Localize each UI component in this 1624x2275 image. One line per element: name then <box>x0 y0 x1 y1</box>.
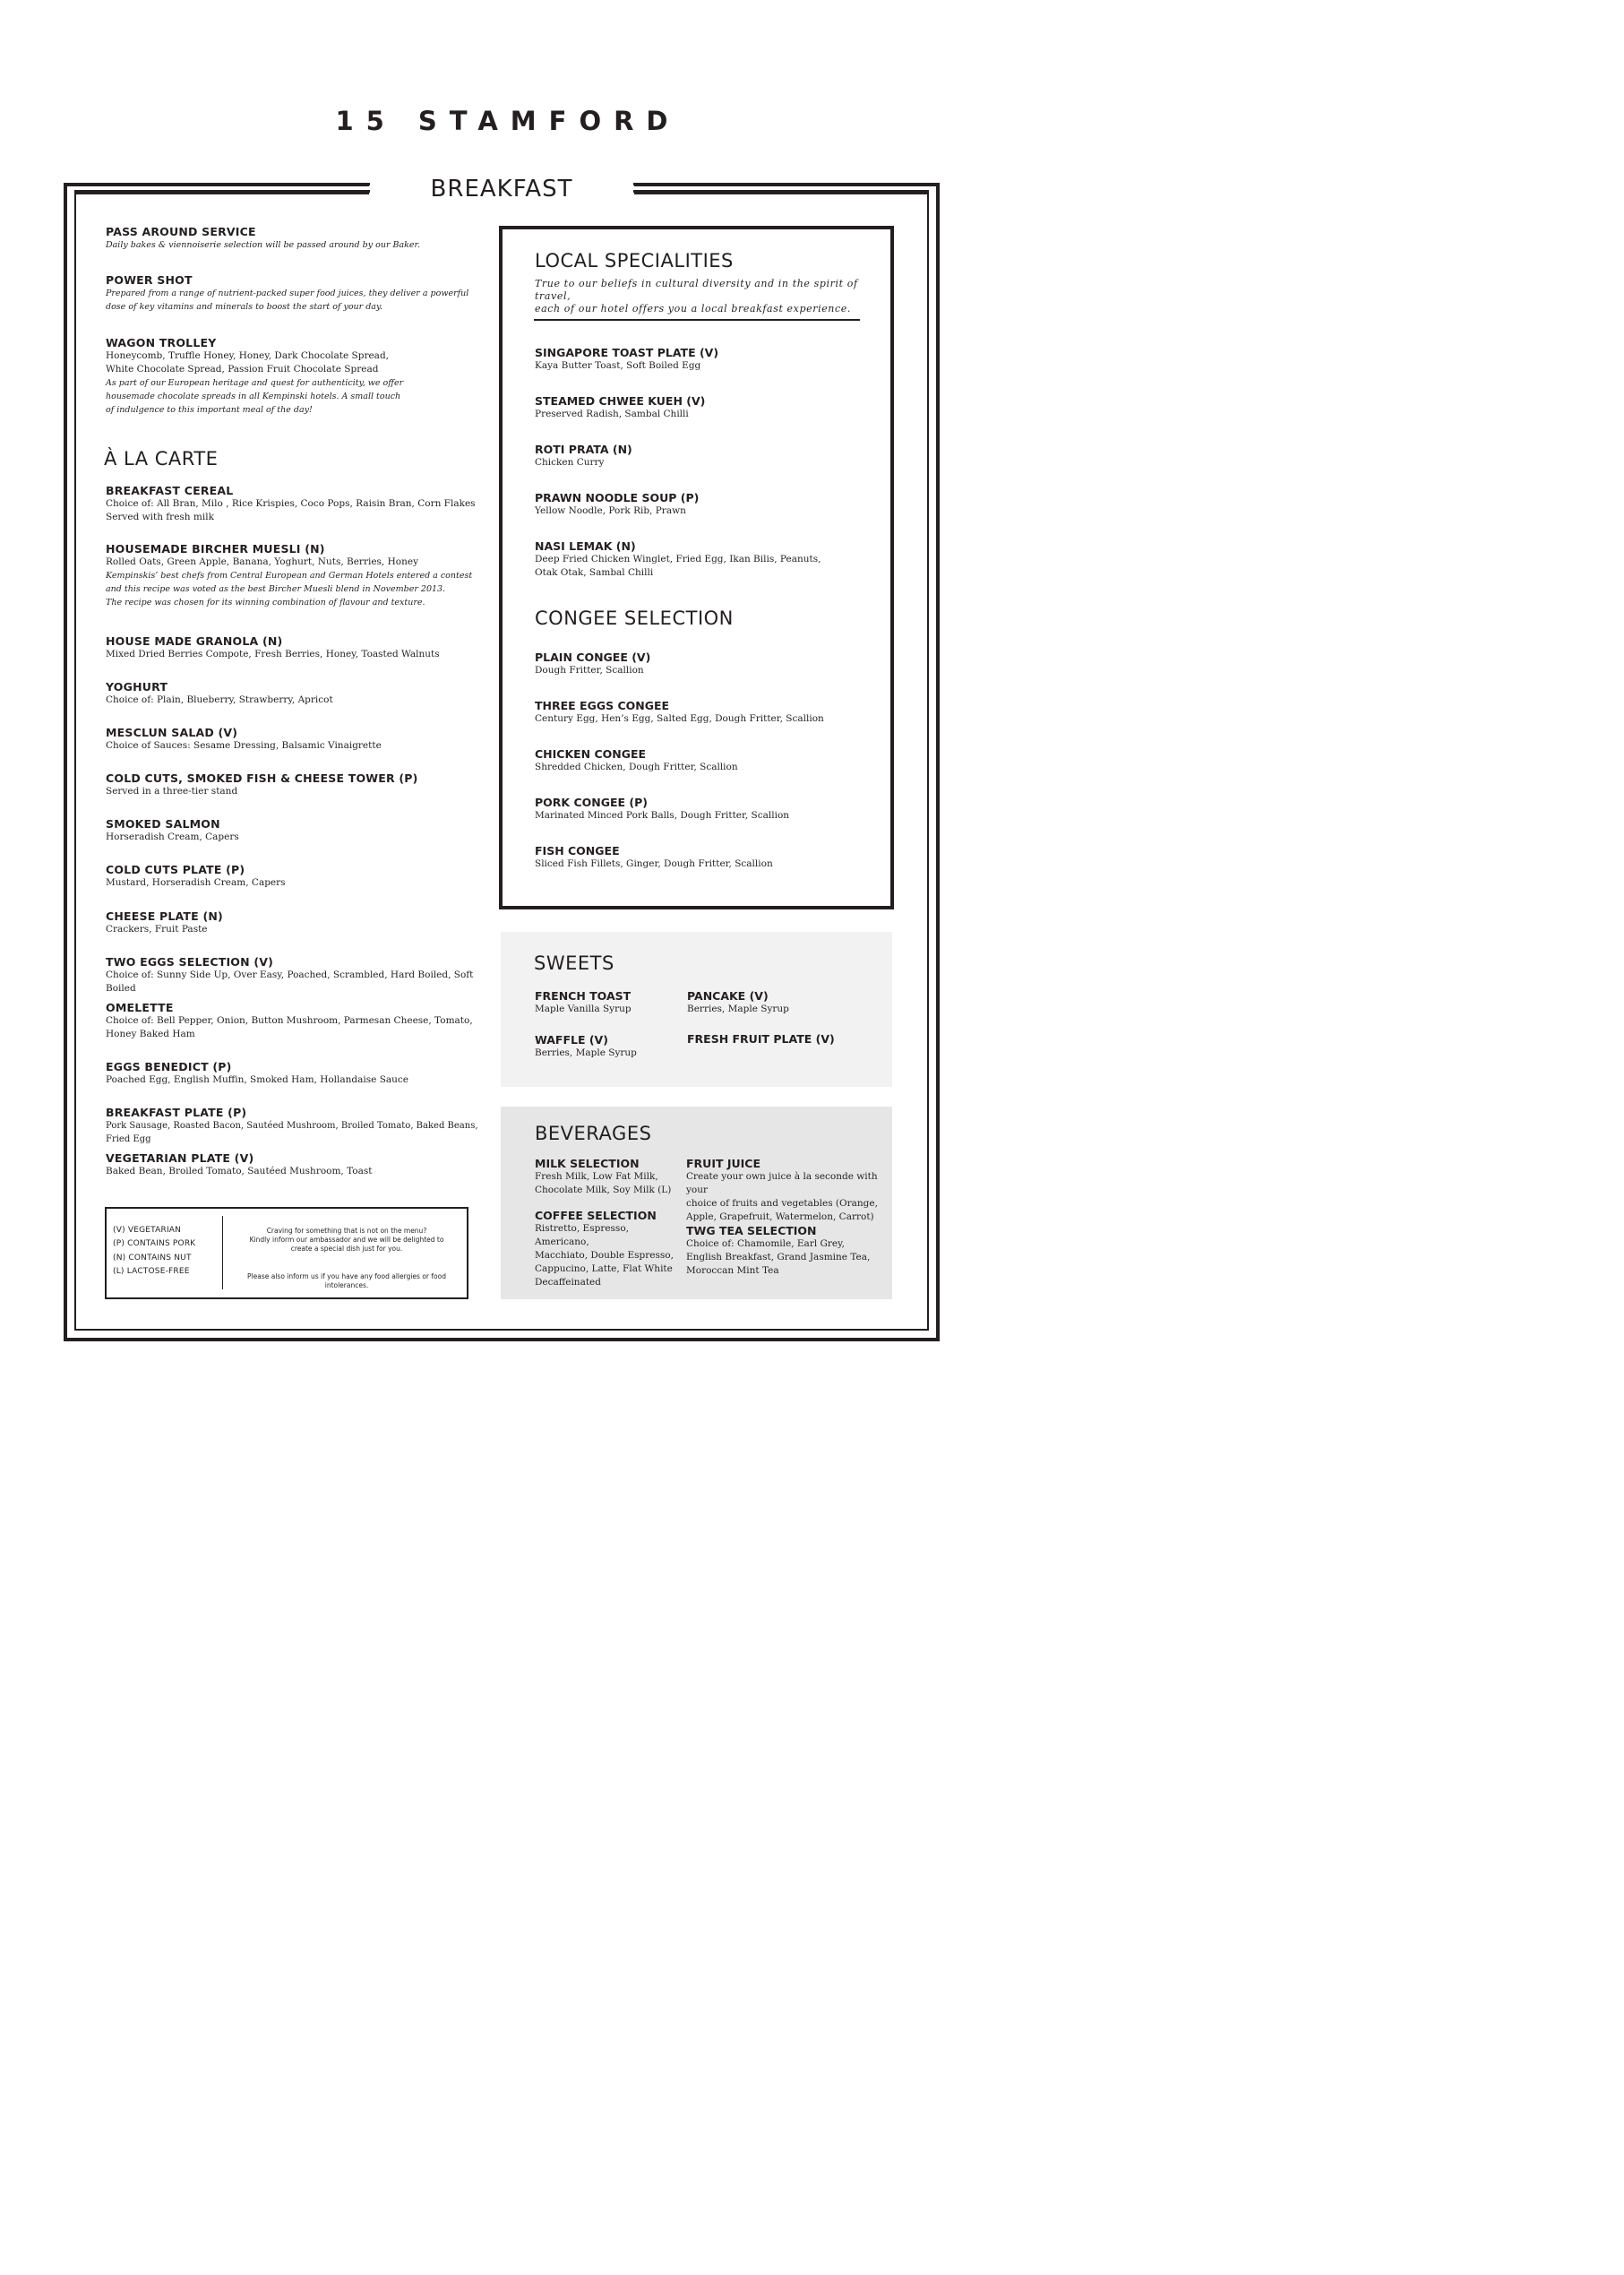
menu-item <box>106 634 491 661</box>
item-name: FRUIT JUICE <box>686 1157 761 1170</box>
item-desc: Chicken Curry <box>535 457 605 468</box>
item-desc: Create your own juice à la seconde with your <box>686 1171 878 1195</box>
item-desc: Dough Fritter, Scallion <box>535 665 644 676</box>
menu-item <box>535 539 884 580</box>
legend-message: Kindly inform our ambassador and we will be delighted to <box>249 1236 444 1244</box>
item-name: FISH CONGEE <box>535 844 620 857</box>
menu-item <box>686 1157 888 1224</box>
item-name: PANCAKE (V) <box>687 989 769 1003</box>
menu-item <box>535 443 884 470</box>
menu-item <box>106 863 491 890</box>
item-note: of indulgence to this important meal of the day! <box>106 405 313 415</box>
item-desc: Pork Sausage, Roasted Bacon, Sautéed Mushroom, Broiled Tomato, Baked Beans, Fried Egg <box>106 1121 478 1144</box>
menu-item <box>535 1033 678 1060</box>
item-desc: Mixed Dried Berries Compote, Fresh Berries, Honey, Toasted Walnuts <box>106 649 440 659</box>
item-name: TWO EGGS SELECTION (V) <box>106 955 274 969</box>
item-note: As part of our European heritage and quest for authenticity, we offer <box>106 378 404 388</box>
item-desc: Otak Otak, Sambal Chilli <box>535 567 654 578</box>
item-name: EGGS BENEDICT (P) <box>106 1060 232 1073</box>
sweets-heading: SWEETS <box>534 952 614 974</box>
menu-item <box>535 747 884 774</box>
menu-title: BREAKFAST <box>430 176 573 203</box>
legend-message: create a special dish just for you. <box>290 1245 403 1253</box>
local-intro-line: each of our hotel offers you a local breakfast experience. <box>535 303 851 315</box>
brand-logo: 15 STAMFORD <box>335 106 681 136</box>
item-name: VEGETARIAN PLATE (V) <box>106 1151 254 1165</box>
item-desc: Fresh Milk, Low Fat Milk, <box>535 1171 658 1182</box>
menu-item-pass-around <box>106 225 491 252</box>
item-name: THREE EGGS CONGEE <box>535 699 670 712</box>
menu-item <box>106 484 491 524</box>
menu-item <box>687 989 866 1016</box>
item-desc: Horseradish Cream, Capers <box>106 832 239 842</box>
item-name: CHEESE PLATE (N) <box>106 909 223 923</box>
item-name: WAGON TROLLEY <box>106 336 217 349</box>
item-desc: Served in a three-tier stand <box>106 786 238 797</box>
item-desc: Choice of Sauces: Sesame Dressing, Balsamic Vinaigrette <box>106 740 382 751</box>
item-desc: Crackers, Fruit Paste <box>106 924 208 935</box>
menu-item <box>106 817 491 844</box>
menu-item <box>535 699 884 726</box>
item-desc: Served with fresh milk <box>106 512 214 522</box>
menu-item-power-shot <box>106 273 491 314</box>
item-name: MESCLUN SALAD (V) <box>106 726 238 739</box>
menu-item <box>535 1157 683 1197</box>
menu-item <box>106 1001 491 1041</box>
menu-item <box>106 1106 500 1146</box>
menu-item <box>106 726 491 753</box>
item-name: NASI LEMAK (N) <box>535 539 636 553</box>
item-note: The recipe was chosen for its winning combination of flavour and texture. <box>106 598 425 608</box>
item-name: SMOKED SALMON <box>106 817 220 831</box>
item-name: BREAKFAST CEREAL <box>106 484 234 497</box>
menu-item <box>687 1032 866 1046</box>
item-name: SINGAPORE TOAST PLATE (V) <box>535 346 719 359</box>
item-name: COLD CUTS PLATE (P) <box>106 863 245 876</box>
item-desc: Decaffeinated <box>535 1277 601 1288</box>
legend-pork: (P) CONTAINS PORK <box>113 1239 196 1248</box>
menu-item <box>535 394 884 421</box>
legend-nut: (N) CONTAINS NUT <box>113 1254 192 1262</box>
item-name: COFFEE SELECTION <box>535 1209 657 1222</box>
item-desc: White Chocolate Spread, Passion Fruit Chocolate Spread <box>106 364 379 375</box>
title-rule-right <box>633 183 929 185</box>
item-name: ROTI PRATA (N) <box>535 443 632 456</box>
legend-divider <box>222 1216 223 1289</box>
menu-item <box>106 542 491 609</box>
menu-item <box>535 491 884 518</box>
legend-message: Craving for something that is not on the menu? <box>266 1227 427 1235</box>
item-desc: Rolled Oats, Green Apple, Banana, Yoghurt, Nuts, Berries, Honey <box>106 556 418 567</box>
item-desc: Poached Egg, English Muffin, Smoked Ham, Hollandaise Sauce <box>106 1074 409 1085</box>
item-note: dose of key vitamins and minerals to boost the start of your day. <box>106 302 383 312</box>
menu-item <box>106 771 491 798</box>
item-name: PORK CONGEE (P) <box>535 796 648 809</box>
menu-item <box>106 955 491 995</box>
item-desc: Shredded Chicken, Dough Fritter, Scallion <box>535 762 738 772</box>
item-name: MILK SELECTION <box>535 1157 640 1170</box>
item-note: and this recipe was voted as the best Bircher Muesli blend in November 2013. <box>106 584 446 594</box>
local-intro-line: True to our beliefs in cultural diversity and in the spirit of travel, <box>535 278 858 302</box>
item-desc: Mustard, Horseradish Cream, Capers <box>106 877 286 888</box>
a-la-carte-heading: À LA CARTE <box>104 448 219 470</box>
item-name: YOGHURT <box>106 680 168 694</box>
menu-item <box>535 346 884 373</box>
menu-item <box>535 989 678 1016</box>
item-desc: Moroccan Mint Tea <box>686 1265 779 1276</box>
item-desc: Honey Baked Ham <box>106 1029 195 1039</box>
item-desc: Macchiato, Double Espresso, <box>535 1250 674 1261</box>
item-name: HOUSEMADE BIRCHER MUESLI (N) <box>106 542 325 556</box>
item-name: PLAIN CONGEE (V) <box>535 651 651 664</box>
local-divider <box>534 319 860 321</box>
item-desc: Sliced Fish Fillets, Ginger, Dough Fritter, Scallion <box>535 858 773 869</box>
item-name: WAFFLE (V) <box>535 1033 608 1047</box>
item-desc: choice of fruits and vegetables (Orange, <box>686 1198 878 1209</box>
item-desc: Deep Fried Chicken Winglet, Fried Egg, Ikan Bilis, Peanuts, <box>535 554 821 564</box>
menu-item <box>535 1209 683 1289</box>
item-desc: Baked Bean, Broiled Tomato, Sautéed Mushroom, Toast <box>106 1166 373 1176</box>
item-desc: Chocolate Milk, Soy Milk (L) <box>535 1185 672 1195</box>
item-desc: Marinated Minced Pork Balls, Dough Fritter, Scallion <box>535 810 790 821</box>
item-name: FRESH FRUIT PLATE (V) <box>687 1032 835 1046</box>
item-desc: Choice of: Sunny Side Up, Over Easy, Poached, Scrambled, Hard Boiled, Soft Boiled <box>106 969 474 994</box>
item-desc: English Breakfast, Grand Jasmine Tea, <box>686 1252 871 1262</box>
item-name: BREAKFAST PLATE (P) <box>106 1106 247 1119</box>
congee-heading: CONGEE SELECTION <box>535 608 734 629</box>
local-intro <box>535 278 866 315</box>
menu-item <box>686 1224 888 1278</box>
item-desc: Honeycomb, Truffle Honey, Honey, Dark Chocolate Spread, <box>106 350 390 361</box>
item-desc: Preserved Radish, Sambal Chilli <box>535 409 689 419</box>
item-name: COLD CUTS, SMOKED FISH & CHEESE TOWER (P) <box>106 771 418 785</box>
menu-item <box>106 1151 491 1178</box>
item-name: OMELETTE <box>106 1001 174 1014</box>
legend-allergy-note: Please also inform us if you have any food allergies or food intolerances. <box>247 1272 446 1289</box>
item-desc: Berries, Maple Syrup <box>535 1047 637 1058</box>
item-desc: Choice of: Bell Pepper, Onion, Button Mushroom, Parmesan Cheese, Tomato, <box>106 1015 473 1026</box>
item-desc: Apple, Grapefruit, Watermelon, Carrot) <box>686 1211 874 1222</box>
item-name: HOUSE MADE GRANOLA (N) <box>106 634 283 648</box>
item-note: Prepared from a range of nutrient-packed super food juices, they deliver a powerful <box>106 289 469 298</box>
item-desc: Choice of: Plain, Blueberry, Strawberry, Apricot <box>106 694 333 705</box>
item-desc: Century Egg, Hen’s Egg, Salted Egg, Dough Fritter, Scallion <box>535 713 824 724</box>
item-name: STEAMED CHWEE KUEH (V) <box>535 394 706 408</box>
title-rule-right-2 <box>633 190 929 193</box>
item-name: FRENCH TOAST <box>535 989 632 1003</box>
item-note: housemade chocolate spreads in all Kempinski hotels. A small touch <box>106 392 401 401</box>
item-desc: Cappucino, Latte, Flat White <box>535 1263 673 1274</box>
item-name: CHICKEN CONGEE <box>535 747 647 761</box>
menu-item <box>535 796 884 823</box>
legend-lactose-free: (L) LACTOSE-FREE <box>113 1267 190 1276</box>
item-desc: Berries, Maple Syrup <box>687 1004 789 1014</box>
menu-item <box>106 909 491 936</box>
menu-item <box>106 680 491 707</box>
item-desc: Yellow Noodle, Pork Rib, Prawn <box>535 505 686 516</box>
item-name: PRAWN NOODLE SOUP (P) <box>535 491 700 504</box>
title-rule-left <box>74 183 370 185</box>
item-desc: Choice of: Chamomile, Earl Grey, <box>686 1238 846 1249</box>
item-name: POWER SHOT <box>106 273 193 287</box>
item-desc: Maple Vanilla Syrup <box>535 1004 632 1014</box>
item-note: Daily bakes & viennoiserie selection will be passed around by our Baker. <box>106 240 421 250</box>
item-desc: Choice of: All Bran, Milo , Rice Krispies, Coco Pops, Raisin Bran, Corn Flakes <box>106 498 476 509</box>
item-desc: Ristretto, Espresso, Americano, <box>535 1223 629 1247</box>
item-note: Kempinskis’ best chefs from Central European and German Hotels entered a contest <box>106 571 473 581</box>
title-rule-left-2 <box>74 190 370 193</box>
beverages-heading: BEVERAGES <box>535 1123 652 1144</box>
menu-item <box>106 1060 491 1087</box>
menu-item <box>535 844 884 871</box>
menu-item-wagon-trolley <box>106 336 491 417</box>
legend-vegetarian: (V) VEGETARIAN <box>113 1226 182 1235</box>
item-name: TWG TEA SELECTION <box>686 1224 817 1237</box>
local-specialities-heading: LOCAL SPECIALITIES <box>535 250 734 271</box>
item-desc: Kaya Butter Toast, Soft Boiled Egg <box>535 360 701 371</box>
menu-item <box>535 651 884 677</box>
item-name: PASS AROUND SERVICE <box>106 225 256 238</box>
